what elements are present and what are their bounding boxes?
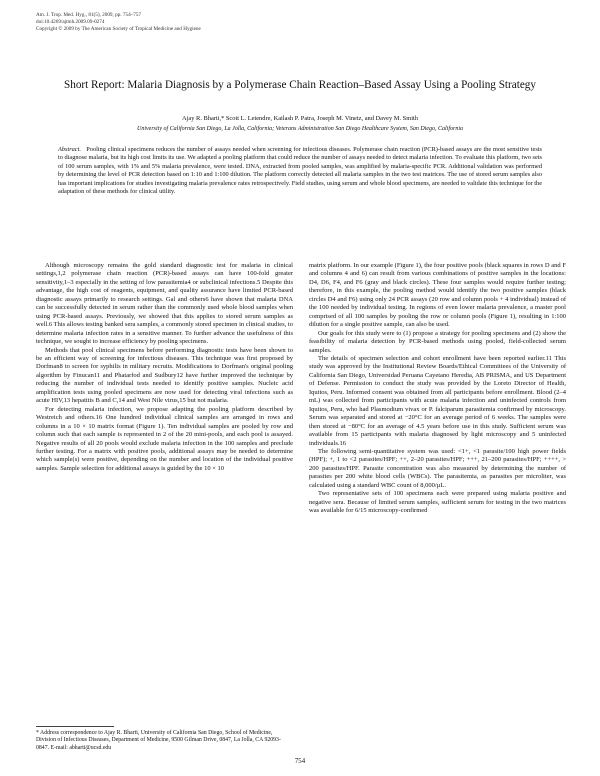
body-paragraph: Two representative sets of 100 specimens each were prepared using malaria positive and negative sera. Because of limited serum samples, sufficient serum for testing in the two matrices was available for 6/15 microscopy-confirmed bbox=[309, 490, 566, 515]
author-affiliation: University of California San Diego, La Jolla, California; Veterans Administration San Diego Healthcare System, San Diego, California bbox=[137, 126, 463, 132]
page-number: 754 bbox=[294, 758, 306, 765]
right-column bbox=[309, 262, 566, 516]
journal-citation: Am. J. Trop. Med. Hyg., 81(5), 2009, pp. 754–757 bbox=[36, 12, 142, 18]
copyright-line: Copyright © 2009 by The American Society of Tropical Medicine and Hygiene bbox=[36, 26, 201, 32]
body-paragraph: For detecting malaria infection, we propose adapting the pooling platform described by Westreich and others.16 One hundred individual clinical samples are arranged in rows and columns in a 10 × 10 matrix format (Figure 1). Ten individual samples are pooled by row and column such that each sample is represented in 2 of the 20 mini-pools, and each pool is assayed. Negative results of all 20 pools would exclude malaria infection in the 100 samples and preclude further testing. For a matrix with positive pools, additional assays may be needed to determine which sample(s) were positive, depending on the number and location of the individual positive samples. Sample selection for additional assays is guided by the 10 × 10 bbox=[36, 405, 293, 472]
correspondence-footnote bbox=[36, 726, 293, 752]
author-list: Ajay R. Bharti,* Scott L. Letendre, Kailash P. Patra, Joseph M. Vinetz, and Davey M. Smith bbox=[182, 115, 418, 122]
body-paragraph: Although microscopy remains the gold standard diagnostic test for malaria in clinical settings,1,2 polymerase chain reaction (PCR)-based assays can have 100-fold greater sensitivity,1–3 especially in the setting of low parasitemia4 or subclinical infections.5 Despite this advantage, the high cost of reagents, equipment, and quality assurance have limited PCR-based diagnostic assays primarily to research settings. Gal and others6 have shown that malaria DNA can be successfully detected in serum rather than the commonly used whole blood samples when using PCR-based assays. Previously, we showed that this applies to stored serum samples as well.6 This allows testing banked sera samples, a commonly stored specimen in clinical studies, to determine malaria infection rates in a sensitive manner. To further advance the usefulness of this technique, we sought to increase efficiency by pooling specimens. bbox=[36, 262, 293, 346]
correspondence-text: * Address correspondence to Ajay R. Bharti, University of California San Diego, School of Medicine, Division of Infectious Diseases, Department of Medicine, 9500 Gilman Drive, 0847, La Jolla, CA 92093-0847. E-mail: abharti@ucsd.edu bbox=[36, 730, 281, 751]
journal-header bbox=[36, 12, 201, 33]
article-title: Short Report: Malaria Diagnosis by a Polymerase Chain Reaction–Based Assay Using a Pooling Strategy bbox=[64, 79, 536, 91]
footnote-divider bbox=[36, 726, 114, 727]
left-column bbox=[36, 262, 293, 473]
abstract-text: Pooling clinical specimens reduces the number of assays needed when screening for infectious diseases. Polymerase chain reaction (PCR)-based assays are the most sensitive tests to diagnose malaria, but its high cost limits its use. We adapted a pooling platform that could reduce the number of assays needed to detect malaria infection. To evaluate this platform, two sets of 100 serum samples, with 1% and 5% malaria prevalence, were tested. DNA, extracted from pooled samples, was amplified by malaria-specific PCR. Additional validation was performed by determining the level of PCR detection based on 1:10 and 1:100 dilution. The platform correctly detected all malaria samples in the two test matrices. The use of stored serum samples also has important implications for studies investigating malaria prevalence rates retrospectively. Field studies, using serum and whole blood specimens, are needed to validate this technique for the adaptation of these methods for clinical utility. bbox=[58, 146, 542, 196]
body-paragraph: Methods that pool clinical specimens before performing diagnostic tests have been shown to be an efficient way of screening for infectious diseases. This technique was first proposed by Dorfman8 to screen for syphilis in military recruits. Modifications to Dorfman's original pooling algorithm by Finucan11 and Phatarfod and Sudbury12 have further improved the technique by reducing the number of individual tests needed to identify positive samples. Nucleic acid amplification tests using pooled specimens are now used for detecting viral infections such as acute HIV,13 hepatitis B and C,14 and West Nile virus,15 but not malaria. bbox=[36, 346, 293, 405]
body-paragraph: The following semi-quantitative system was used: <1+, <1 parasite/100 high power fields (HPF); +, 1 to <2 parasites/HPF; ++, 2–20 parasites/HPF; +++, 21–200 parasites/HPF; ++++, > 200 parasites/HPF. Parasite concentration was also measured by determining the number of parasites per 200 white blood cells (WBCs). The parasitemia, as parasites per microliter, was calculated using a standard WBC count of 8,000/µL. bbox=[309, 447, 566, 489]
body-paragraph: matrix platform. In our example (Figure 1), the four positive pools (black squares in rows D and F and columns 4 and 6) can result from various combinations of positive samples in the locations: D4, D6, F4, and F6 (gray and black circles). These four samples would require further testing; therefore, in this example, the pooling method would identify the two positive samples (black circles D4 and F6) using only 24 PCR assays (20 row and column pools + 4 individual) instead of the 100 needed by individual testing. In regions of even lower malaria prevalence, a master pool comprised of all 100 samples by pooling the row or column pools (Figure 1), resulting in 1:100 dilution for a single positive sample, can also be used. bbox=[309, 262, 566, 329]
abstract bbox=[58, 146, 542, 196]
body-paragraph: The details of specimen selection and cohort enrollment have been reported earlier.11 This study was approved by the Institutional Review Boards/Ethical Committees of the University of California San Diego, Universidad Peruana Cayetano Heredia, AB PRISMA, and US Department of Defense. Permission to conduct the study was provided by the Loreto Director of Health, Iquitos, Peru. Informed consent was obtained from all participants before enrollment. Blood (2–4 mL) was collected from participants with acute malaria infection and uninfected controls from Iquitos, Peru, who had Plasmodium vivax or P. falciparum parasitemia confirmed by microscopy. Serum was separated and stored at −20°C for an average period of 6 weeks. The samples were then stored at −80°C for an average of 4.5 years before use in this study. Sufficient serum was available from 15 participants with malaria diagnosed by light microscopy and 5 uninfected individuals.16 bbox=[309, 354, 566, 447]
doi-line: doi:10.4269/ajtmh.2009.09-0274 bbox=[36, 19, 105, 25]
abstract-label: Abstract. bbox=[58, 146, 81, 153]
body-paragraph: Our goals for this study were to (1) propose a strategy for pooling specimens and (2) show the feasibility of malaria detection by PCR-based methods using pooled, field-collected serum samples. bbox=[309, 329, 566, 354]
